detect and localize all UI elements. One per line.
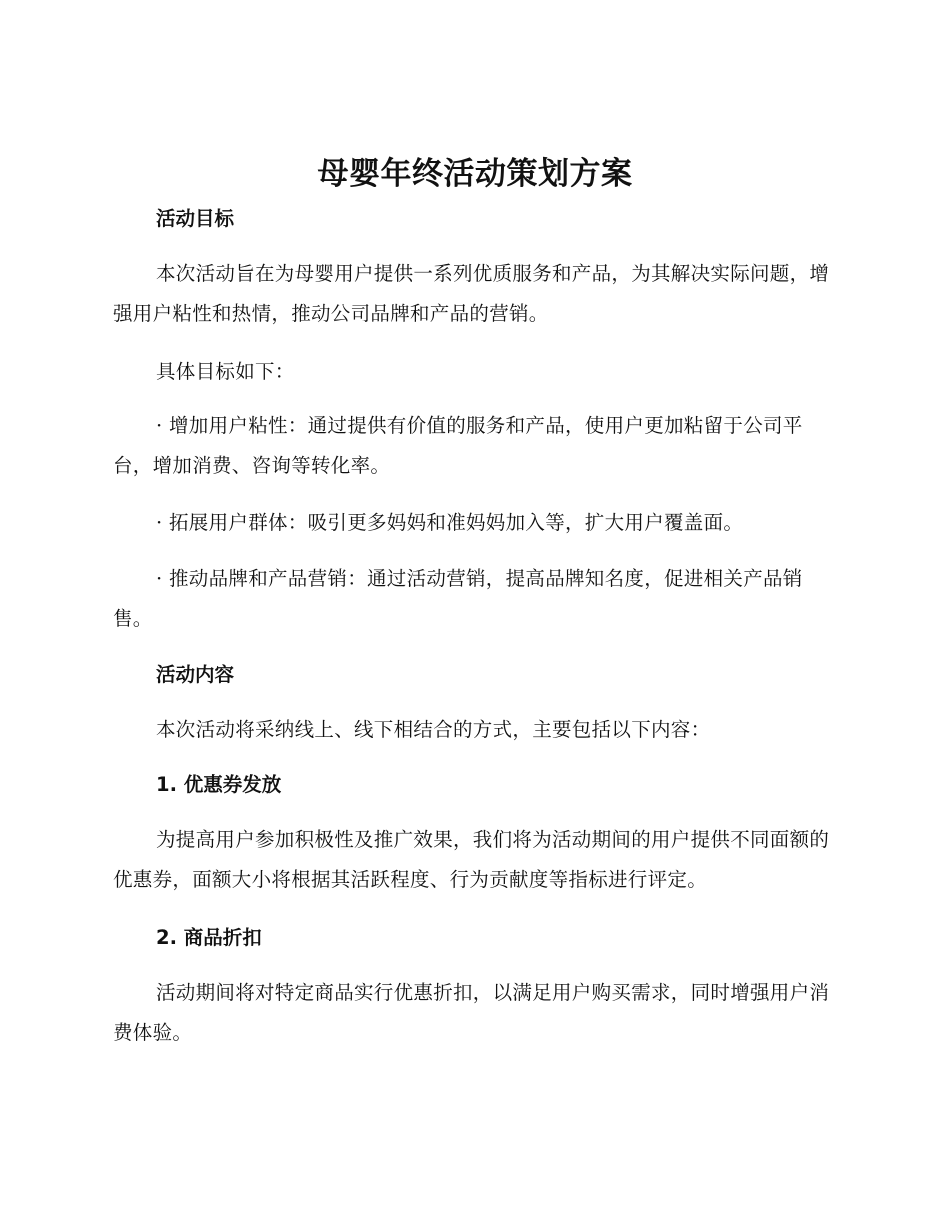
paragraph-coupons: 为提高用户参加积极性及推广效果，我们将为活动期间的用户提供不同面额的优惠券，面额大小将根据其活跃程度、行为贡献度等指标进行评定。 bbox=[113, 828, 830, 891]
bullet-user-expansion: · 拓展用户群体：吸引更多妈妈和准妈妈加入等，扩大用户覆盖面。 bbox=[156, 511, 744, 534]
section-heading-goals: 活动目标 bbox=[156, 207, 235, 230]
subheading-coupons: 1. 优惠券发放 bbox=[156, 773, 282, 796]
subheading-discounts: 2. 商品折扣 bbox=[156, 926, 262, 949]
paragraph-goals-lead: 具体目标如下： bbox=[156, 360, 295, 383]
bullet-user-stickiness: · 增加用户粘性：通过提供有价值的服务和产品，使用户更加粘留于公司平台，增加消费、咨询等转化率。 bbox=[113, 414, 803, 477]
paragraph-goals-intro: 本次活动旨在为母婴用户提供一系列优质服务和产品，为其解决实际问题，增强用户粘性和热情，推动公司品牌和产品的营销。 bbox=[113, 262, 830, 325]
paragraph-discounts: 活动期间将对特定商品实行优惠折扣，以满足用户购买需求，同时增强用户消费体验。 bbox=[113, 981, 830, 1044]
document-title: 母婴年终活动策划方案 bbox=[317, 156, 633, 192]
paragraph-content-intro: 本次活动将采纳线上、线下相结合的方式，主要包括以下内容： bbox=[156, 718, 711, 741]
bullet-brand-marketing: · 推动品牌和产品营销：通过活动营销，提高品牌知名度，促进相关产品销售。 bbox=[113, 567, 803, 630]
section-heading-content: 活动内容 bbox=[156, 663, 235, 686]
